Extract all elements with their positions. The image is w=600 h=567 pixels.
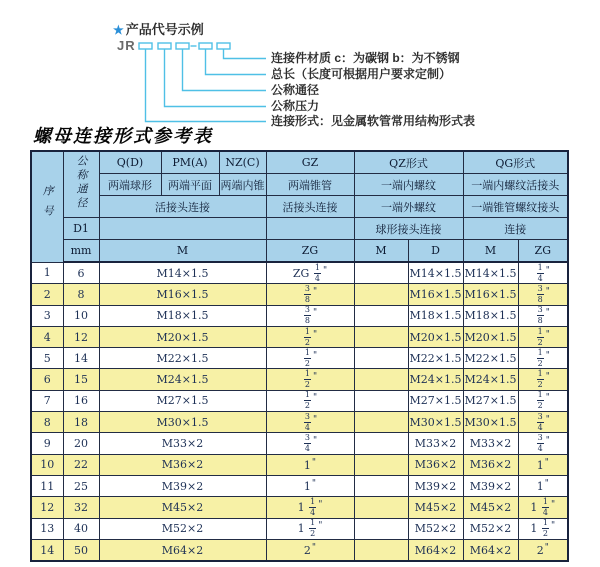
inch-mark: ": [312, 372, 318, 383]
header-col-qz: QZ形式: [354, 151, 463, 174]
nut-connection-reference-table: [30, 150, 569, 562]
fraction: $\frac{3}{4}$: [537, 411, 543, 432]
cell-dn: 8: [63, 284, 99, 305]
fraction: $\frac{1}{2}$: [537, 390, 543, 411]
cell-seq: 4: [31, 326, 63, 347]
cell-qz_d: M36×2: [408, 454, 463, 475]
inch-mark: ": [312, 414, 318, 425]
header-row-5: [31, 240, 568, 263]
header-qz-d: D: [408, 240, 463, 263]
cell-qz_d: M30×1.5: [408, 412, 463, 433]
cell-gz: [266, 433, 354, 454]
product-code-prefix: JR: [117, 38, 136, 53]
cell-qz_d: M27×1.5: [408, 390, 463, 411]
header-pm-desc: 两端平面: [161, 174, 219, 196]
connector-line-length: [206, 49, 267, 75]
inch-mark: ": [322, 265, 328, 276]
cell-qz_d: M16×1.5: [408, 284, 463, 305]
inch-mark: ": [545, 286, 550, 297]
cell-qz_d: M45×2: [408, 497, 463, 518]
cell-qz_d: M22×1.5: [408, 348, 463, 369]
cell-qg_zg: [518, 433, 568, 454]
cell-qz_m: [354, 326, 408, 347]
header-qg-m: M: [463, 240, 518, 263]
table-row: [31, 369, 568, 390]
fraction: $\frac{1}{2}$: [537, 347, 543, 368]
cell-qg_zg: 1": [518, 454, 568, 475]
cell-m: M22×1.5: [99, 348, 266, 369]
fraction: $\frac{1}{2}$: [304, 326, 310, 347]
inch-mark: ": [545, 350, 550, 361]
label-nominal-diameter: 公称通径: [271, 83, 320, 97]
header-col-q: Q(D): [99, 151, 161, 174]
cell-qg_zg: [518, 412, 568, 433]
cell-qz_m: [354, 539, 408, 561]
cell-gz: 1": [266, 475, 354, 496]
header-q-desc: 两端球形: [99, 174, 161, 196]
cell-m: M20×1.5: [99, 326, 266, 347]
connector-line-material: [224, 49, 267, 59]
table-row: [31, 412, 568, 433]
header-qg-desc2: 一端锥管螺纹接头: [463, 196, 568, 218]
cell-seq: 9: [31, 433, 63, 454]
cell-seq: 2: [31, 284, 63, 305]
cell-qz_d: M39×2: [408, 475, 463, 496]
inch-mark: ": [311, 479, 317, 490]
code-box-4: [199, 43, 212, 49]
cell-m: M52×2: [99, 518, 266, 539]
fraction: $\frac{3}{4}$: [304, 433, 310, 454]
header-empty-m: [99, 218, 266, 240]
inch-mark: ": [544, 543, 549, 553]
table-body: [31, 262, 568, 561]
inch-mark: ": [312, 308, 318, 319]
cell-qz_d: M64×2: [408, 539, 463, 561]
cell-qg_m: M18×1.5: [463, 305, 518, 326]
cell-qg_m: M24×1.5: [463, 369, 518, 390]
table-row: [31, 262, 568, 284]
cell-qz_m: [354, 262, 408, 284]
inch-mark: ": [544, 457, 549, 468]
inch-mark: ": [312, 436, 318, 447]
inch-mark: ": [312, 286, 318, 297]
cell-qg_zg: [518, 305, 568, 326]
cell-qg_m: M20×1.5: [463, 326, 518, 347]
cell-m: M64×2: [99, 539, 266, 561]
cell-gz: [266, 326, 354, 347]
cell-gz: [266, 284, 354, 305]
cell-qz_d: M33×2: [408, 433, 463, 454]
cell-qg_zg: [518, 348, 568, 369]
header-qz-desc1: 一端内螺纹: [354, 174, 463, 196]
fraction: $\frac{1}{2}$: [304, 347, 310, 368]
cell-m: M24×1.5: [99, 369, 266, 390]
header-row-1: [31, 151, 568, 174]
header-d1: D1: [63, 218, 99, 240]
label-total-length: 总长（长度可根据用户要求定制）: [271, 67, 452, 81]
header-empty-gz: [266, 218, 354, 240]
code-box-2: [158, 43, 171, 49]
fraction: $\frac{1}{2}$: [537, 326, 543, 347]
cell-gz: 1": [266, 454, 354, 475]
cell-qg_m: M39×2: [463, 475, 518, 496]
cell-qz_m: [354, 348, 408, 369]
cell-seq: 12: [31, 497, 63, 518]
cell-qg_m: M14×1.5: [463, 262, 518, 284]
cell-dn: 14: [63, 348, 99, 369]
cell-qg_m: M30×1.5: [463, 412, 518, 433]
inch-mark: ": [311, 457, 317, 468]
cell-qg_m: M16×1.5: [463, 284, 518, 305]
header-seq: 序号: [31, 151, 63, 262]
star-icon: ★: [113, 23, 124, 37]
header-mm: mm: [63, 240, 99, 263]
cell-gz: 1 $\frac{1}{2}$ ": [266, 518, 354, 539]
cell-qg_zg: [518, 390, 568, 411]
inch-mark: ": [550, 521, 556, 532]
cell-seq: 3: [31, 305, 63, 326]
inch-mark: ": [545, 372, 550, 383]
cell-dn: 25: [63, 475, 99, 496]
table-row: [31, 348, 568, 369]
cell-qz_d: M52×2: [408, 518, 463, 539]
fraction: $\frac{1}{4}$: [542, 496, 548, 517]
header-col-qg: QG形式: [463, 151, 568, 174]
header-gz-desc: 两端锥管: [266, 174, 354, 196]
header-nz-desc: 两端内锥: [219, 174, 266, 196]
cell-qz_m: [354, 390, 408, 411]
header-col-gz: GZ: [266, 151, 354, 174]
table-row: [31, 454, 568, 475]
cell-dn: 50: [63, 539, 99, 561]
cell-dn: 12: [63, 326, 99, 347]
header-qg-zg: ZG: [518, 240, 568, 263]
fraction: $\frac{3}{4}$: [304, 411, 310, 432]
cell-gz: 2": [266, 539, 354, 561]
cell-qg_zg: [518, 326, 568, 347]
cell-gz: [266, 390, 354, 411]
table-row: [31, 539, 568, 561]
fraction: $\frac{3}{8}$: [537, 283, 543, 304]
header-qz-desc2: 一端外螺纹: [354, 196, 463, 218]
cell-dn: 22: [63, 454, 99, 475]
table-row: [31, 390, 568, 411]
cell-gz: [266, 348, 354, 369]
cell-qz_m: [354, 475, 408, 496]
cell-qg_m: M22×1.5: [463, 348, 518, 369]
header-qg-conn: 连接: [463, 218, 568, 240]
cell-gz: ZG $\frac{1}{4}$ ": [266, 262, 354, 284]
inch-mark: ": [311, 543, 317, 553]
cell-qg_m: M33×2: [463, 433, 518, 454]
page-title: 螺母连接形式参考表: [33, 126, 213, 147]
cell-m: M30×1.5: [99, 412, 266, 433]
cell-seq: 6: [31, 369, 63, 390]
cell-seq: 14: [31, 539, 63, 561]
cell-qg_zg: 2": [518, 539, 568, 561]
header-gz-conn: 活接头连接: [266, 196, 354, 218]
cell-m: M14×1.5: [99, 262, 266, 284]
fraction: $\frac{3}{8}$: [304, 283, 310, 304]
table-row: [31, 284, 568, 305]
cell-dn: 10: [63, 305, 99, 326]
cell-dn: 20: [63, 433, 99, 454]
header-row-3: [31, 196, 568, 218]
cell-qg_m: M52×2: [463, 518, 518, 539]
cell-qg_zg: 1 $\frac{1}{2}$ ": [518, 518, 568, 539]
inch-mark: ": [312, 350, 318, 361]
connector-line-pressure: [165, 49, 267, 107]
cell-seq: 11: [31, 475, 63, 496]
code-box-3: [176, 43, 189, 49]
cell-qz_m: [354, 305, 408, 326]
table-row: [31, 518, 568, 539]
inch-mark: ": [318, 499, 323, 510]
label-connection-form: 连接形式：见金属软管常用结构形式表: [271, 114, 476, 128]
cell-m: M36×2: [99, 454, 266, 475]
inch-mark: ": [312, 393, 318, 404]
cell-qz_d: M14×1.5: [408, 262, 463, 284]
cell-qz_m: [354, 433, 408, 454]
cell-m: M16×1.5: [99, 284, 266, 305]
cell-qg_zg: [518, 262, 568, 284]
cell-gz: [266, 369, 354, 390]
table-row: [31, 433, 568, 454]
header-row-4: [31, 218, 568, 240]
header-m-label: M: [99, 240, 266, 263]
inch-mark: ": [545, 414, 550, 425]
header-zg-label: ZG: [266, 240, 354, 263]
inch-mark: ": [545, 329, 550, 340]
inch-mark: ": [545, 393, 550, 404]
cell-gz: [266, 305, 354, 326]
cell-m: M39×2: [99, 475, 266, 496]
header-qg-desc1: 一端内螺纹活接头: [463, 174, 568, 196]
inch-mark: ": [545, 436, 550, 447]
cell-gz: 1 $\frac{1}{4}$ ": [266, 497, 354, 518]
inch-mark: ": [550, 499, 556, 510]
cell-dn: 32: [63, 497, 99, 518]
fraction: $\frac{1}{2}$: [310, 518, 316, 539]
header-dn: 公称通径: [63, 151, 99, 218]
inch-mark: ": [545, 308, 550, 319]
cell-seq: 8: [31, 412, 63, 433]
cell-qz_m: [354, 369, 408, 390]
code-box-5: [217, 43, 230, 49]
cell-seq: 13: [31, 518, 63, 539]
cell-qz_m: [354, 284, 408, 305]
header-union-conn: 活接头连接: [99, 196, 266, 218]
fraction: $\frac{3}{8}$: [304, 305, 310, 326]
fraction: $\frac{1}{4}$: [310, 496, 316, 517]
fraction: $\frac{3}{8}$: [537, 305, 543, 326]
label-connector-material: 连接件材质 c：为碳钢 b：为不锈钢: [271, 51, 460, 65]
cell-qz_m: [354, 454, 408, 475]
fraction: $\frac{1}{2}$: [304, 369, 310, 390]
cell-qz_m: [354, 497, 408, 518]
cell-qz_d: M24×1.5: [408, 369, 463, 390]
cell-dn: 40: [63, 518, 99, 539]
cell-qz_d: M20×1.5: [408, 326, 463, 347]
cell-seq: 5: [31, 348, 63, 369]
cell-dn: 18: [63, 412, 99, 433]
fraction: $\frac{1}{2}$: [304, 390, 310, 411]
cell-qg_zg: [518, 284, 568, 305]
cell-seq: 10: [31, 454, 63, 475]
table-row: [31, 305, 568, 326]
cell-qz_m: [354, 412, 408, 433]
cell-qg_zg: 1 $\frac{1}{4}$ ": [518, 497, 568, 518]
inch-mark: ": [318, 521, 323, 532]
cell-gz: [266, 412, 354, 433]
inch-mark: ": [544, 479, 549, 490]
table-row: [31, 497, 568, 518]
header-qz-conn: 球形接头连接: [354, 218, 463, 240]
table-header: [31, 151, 568, 262]
header-row-2: [31, 174, 568, 196]
label-nominal-pressure: 公称压力: [271, 99, 320, 113]
product-code-heading-text: 产品代号示例: [125, 22, 204, 37]
header-qz-m: M: [354, 240, 408, 263]
cell-qg_m: M64×2: [463, 539, 518, 561]
fraction: $\frac{1}{4}$: [537, 262, 543, 283]
header-col-pm: PM(A): [161, 151, 219, 174]
table-row: [31, 475, 568, 496]
connector-line-dn: [183, 49, 267, 91]
header-col-nz: NZ(C): [219, 151, 266, 174]
cell-qg_zg: 1": [518, 475, 568, 496]
cell-m: M18×1.5: [99, 305, 266, 326]
cell-dn: 6: [63, 262, 99, 284]
fraction: $\frac{1}{2}$: [537, 369, 543, 390]
fraction: $\frac{1}{4}$: [314, 262, 320, 283]
cell-qg_zg: [518, 369, 568, 390]
cell-dn: 16: [63, 390, 99, 411]
cell-qz_m: [354, 518, 408, 539]
cell-qg_m: M36×2: [463, 454, 518, 475]
inch-mark: ": [312, 329, 318, 340]
cell-m: M33×2: [99, 433, 266, 454]
cell-qg_m: M45×2: [463, 497, 518, 518]
table-row: [31, 326, 568, 347]
cell-qz_d: M18×1.5: [408, 305, 463, 326]
cell-m: M27×1.5: [99, 390, 266, 411]
cell-qg_m: M27×1.5: [463, 390, 518, 411]
cell-seq: 1: [31, 262, 63, 284]
fraction: $\frac{1}{2}$: [542, 518, 548, 539]
fraction: $\frac{3}{4}$: [537, 433, 543, 454]
cell-m: M45×2: [99, 497, 266, 518]
inch-mark: ": [545, 265, 550, 276]
code-box-1: [139, 43, 152, 49]
cell-dn: 15: [63, 369, 99, 390]
cell-seq: 7: [31, 390, 63, 411]
